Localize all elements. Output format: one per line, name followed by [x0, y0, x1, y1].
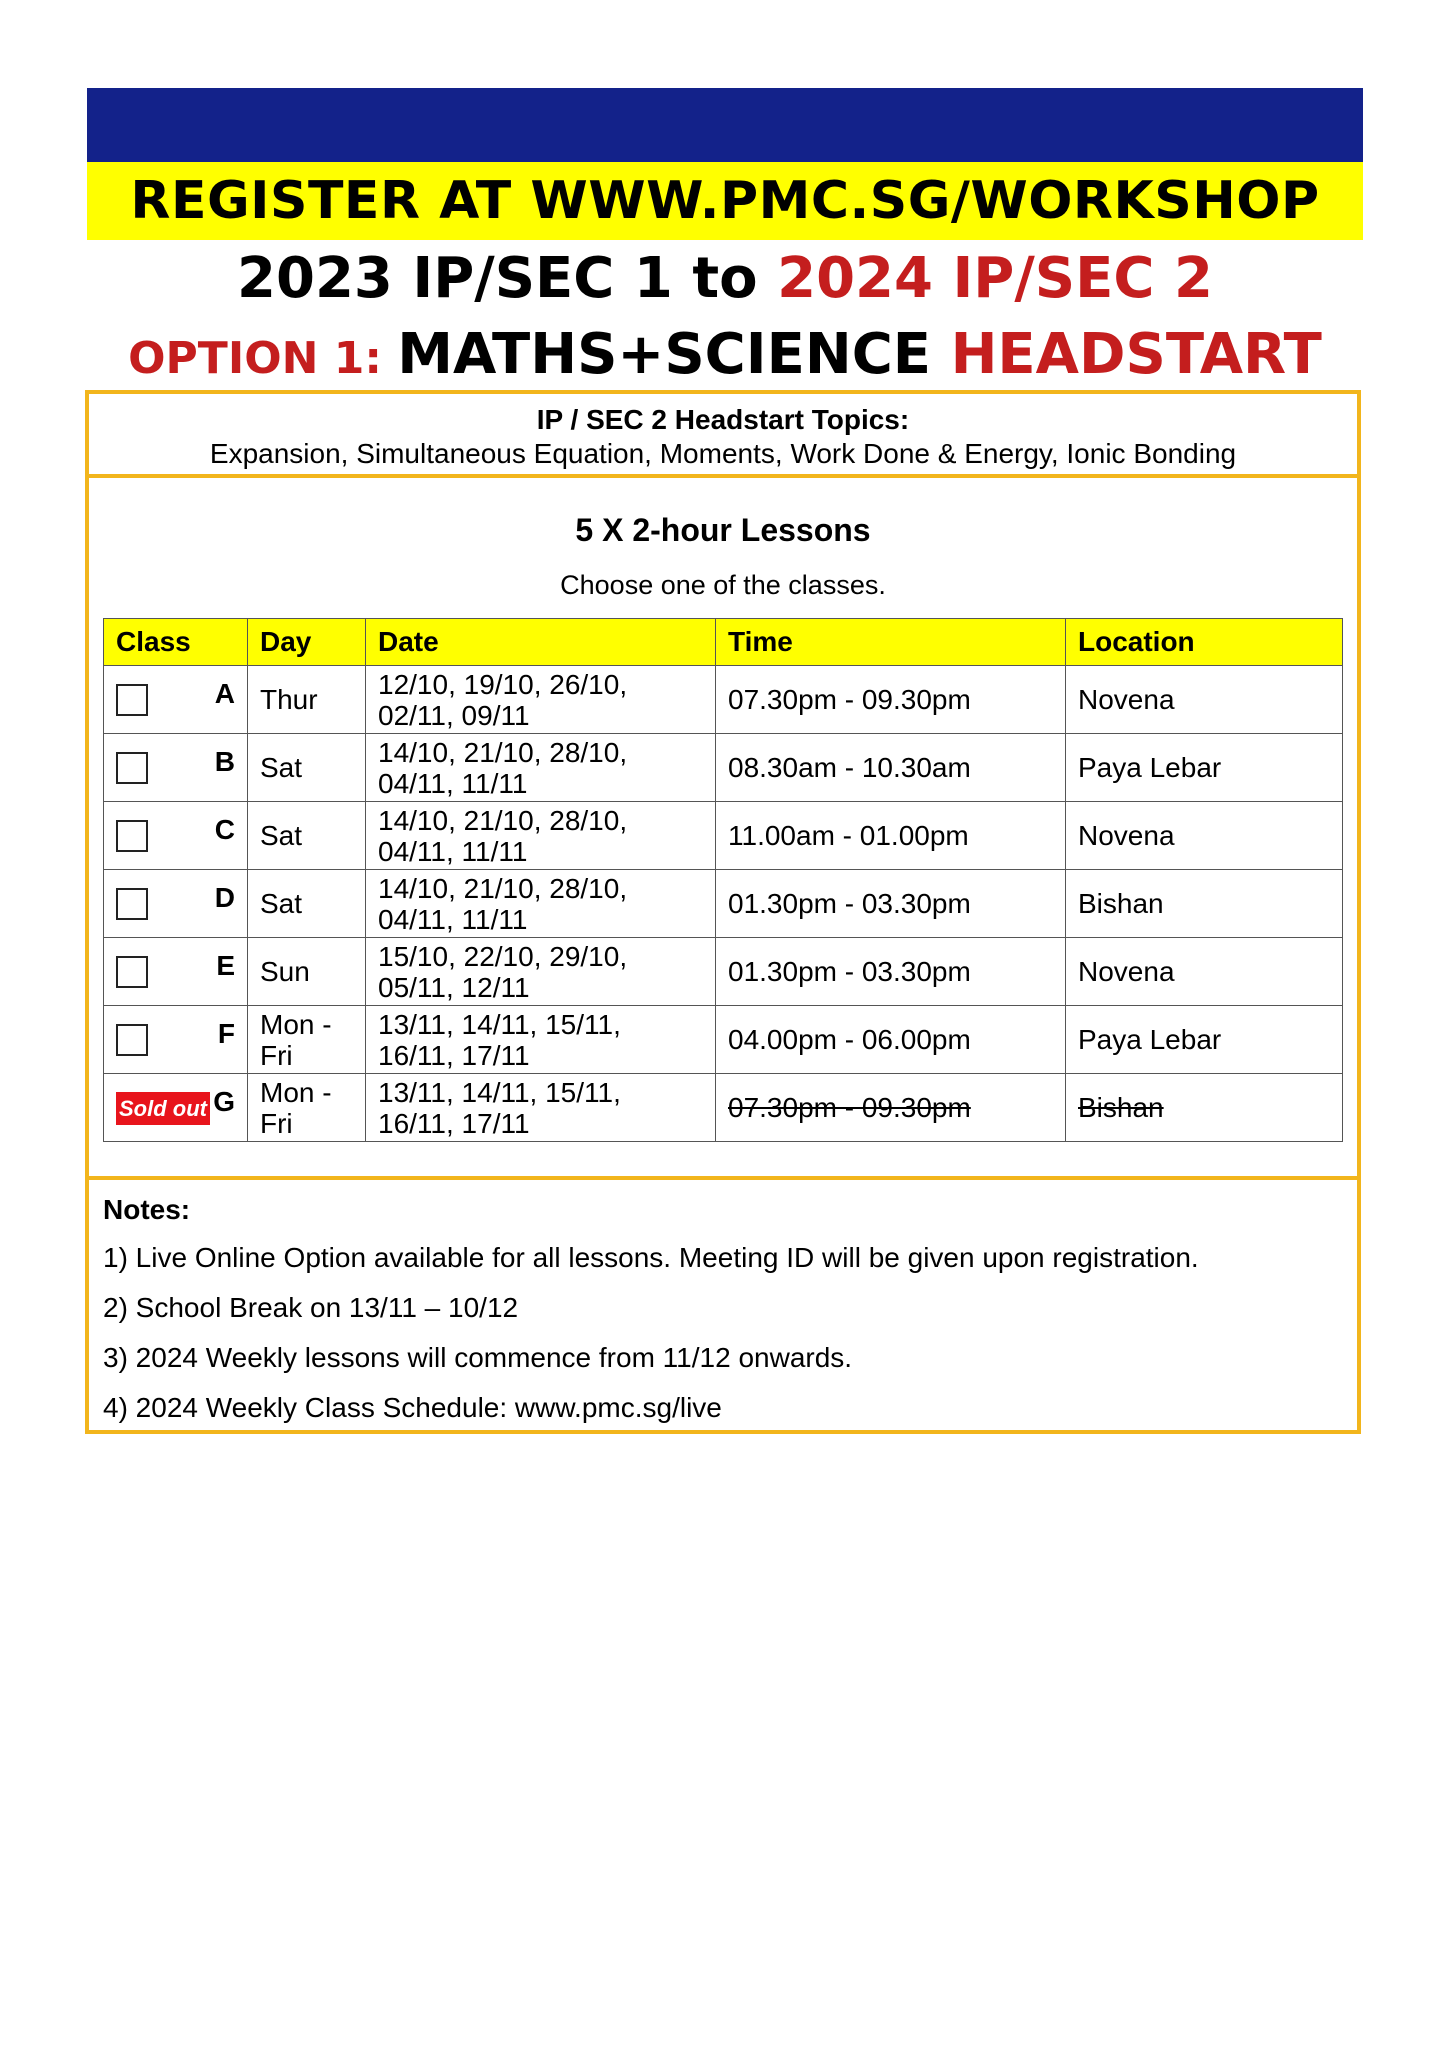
class-checkbox-c[interactable] — [116, 820, 148, 852]
time-cell: 11.00am - 01.00pm — [716, 802, 1066, 870]
time-cell: 01.30pm - 03.30pm — [716, 870, 1066, 938]
location-cell: Novena — [1066, 666, 1343, 734]
note-item: 3) 2024 Weekly lessons will commence from 11/12 onwards. — [103, 1342, 853, 1373]
option-subjects: MATHS+SCIENCE — [397, 322, 951, 387]
note-item: 2) School Break on 13/11 – 10/12 — [103, 1292, 519, 1323]
day-cell: Thur — [248, 666, 366, 734]
note-item: 1) Live Online Option available for all lessons. Meeting ID will be given upon registration. — [103, 1242, 1199, 1273]
option-headstart: HEADSTART — [950, 322, 1322, 387]
day-cell: Sun — [248, 938, 366, 1006]
class-cell — [104, 1006, 248, 1074]
time-cell: 04.00pm - 06.00pm — [716, 1006, 1066, 1074]
date-cell: 12/10, 19/10, 26/10, 02/11, 09/11 — [366, 666, 716, 734]
lessons-title: 5 X 2-hour Lessons — [575, 512, 871, 548]
day-cell: Sat — [248, 734, 366, 802]
location-cell: Novena — [1066, 938, 1343, 1006]
time-cell: 01.30pm - 03.30pm — [716, 938, 1066, 1006]
class-cell — [104, 666, 248, 734]
table-row — [104, 1006, 1343, 1074]
class-cell — [104, 734, 248, 802]
time-cell: 07.30pm - 09.30pm — [716, 666, 1066, 734]
class-letter: C — [214, 814, 235, 845]
class-checkbox-d[interactable] — [116, 888, 148, 920]
day-cell: Mon - Fri — [248, 1074, 366, 1142]
class-checkbox-f[interactable] — [116, 1024, 148, 1056]
date-cell: 15/10, 22/10, 29/10, 05/11, 12/11 — [366, 938, 716, 1006]
header-class: Class — [104, 619, 248, 666]
day-cell: Sat — [248, 870, 366, 938]
option-label: OPTION 1: — [128, 333, 398, 384]
table-header-row — [104, 619, 1343, 666]
grade-title — [87, 246, 1363, 311]
grade-title-from: 2023 IP/SEC 1 to — [237, 246, 778, 311]
class-cell — [104, 870, 248, 938]
day-cell: Sat — [248, 802, 366, 870]
class-cell — [104, 802, 248, 870]
class-letter: F — [217, 1018, 235, 1049]
location-cell: Bishan — [1066, 870, 1343, 938]
lessons-instruction: Choose one of the classes. — [560, 570, 886, 600]
table-row — [104, 734, 1343, 802]
note-item: 4) 2024 Weekly Class Schedule: www.pmc.sg/live — [103, 1392, 722, 1423]
notes-title: Notes: — [103, 1194, 191, 1225]
topics-title: IP / SEC 2 Headstart Topics: — [536, 404, 910, 435]
topics-list: Expansion, Simultaneous Equation, Moments, Work Done & Energy, Ionic Bonding — [209, 438, 1237, 469]
table-row — [104, 666, 1343, 734]
class-cell — [104, 1074, 248, 1142]
register-banner — [87, 162, 1363, 240]
notes-divider — [89, 1176, 1357, 1180]
course-details-box — [85, 390, 1361, 1434]
grade-title-to: 2024 IP/SEC 2 — [777, 246, 1213, 311]
class-letter: B — [214, 746, 235, 777]
time-cell: 07.30pm - 09.30pm — [716, 1074, 1066, 1142]
location-cell: Bishan — [1066, 1074, 1343, 1142]
table-row — [104, 870, 1343, 938]
class-letter: A — [214, 678, 235, 709]
class-cell — [104, 938, 248, 1006]
class-letter: E — [216, 950, 235, 981]
header-location: Location — [1066, 619, 1343, 666]
date-cell: 14/10, 21/10, 28/10, 04/11, 11/11 — [366, 802, 716, 870]
class-checkbox-a[interactable] — [116, 684, 148, 716]
location-cell: Paya Lebar — [1066, 1006, 1343, 1074]
sold-out-badge: Sold out — [116, 1092, 210, 1125]
location-cell: Paya Lebar — [1066, 734, 1343, 802]
table-row — [104, 1074, 1343, 1142]
location-cell: Novena — [1066, 802, 1343, 870]
header-day: Day — [248, 619, 366, 666]
class-letter: D — [214, 882, 235, 913]
topics-section — [89, 394, 1357, 478]
day-cell: Mon - Fri — [248, 1006, 366, 1074]
header-time: Time — [716, 619, 1066, 666]
class-checkbox-b[interactable] — [116, 752, 148, 784]
date-cell: 14/10, 21/10, 28/10, 04/11, 11/11 — [366, 734, 716, 802]
class-checkbox-e[interactable] — [116, 956, 148, 988]
register-text: REGISTER AT WWW.PMC.SG/WORKSHOP — [130, 171, 1320, 231]
table-row — [104, 938, 1343, 1006]
class-letter: G — [213, 1086, 235, 1117]
header-blue-bar — [87, 88, 1363, 162]
schedule-table — [103, 618, 1343, 1142]
header-date: Date — [366, 619, 716, 666]
date-cell: 13/11, 14/11, 15/11, 16/11, 17/11 — [366, 1006, 716, 1074]
table-row — [104, 802, 1343, 870]
time-cell: 08.30am - 10.30am — [716, 734, 1066, 802]
option-title — [87, 322, 1363, 387]
date-cell: 13/11, 14/11, 15/11, 16/11, 17/11 — [366, 1074, 716, 1142]
date-cell: 14/10, 21/10, 28/10, 04/11, 11/11 — [366, 870, 716, 938]
